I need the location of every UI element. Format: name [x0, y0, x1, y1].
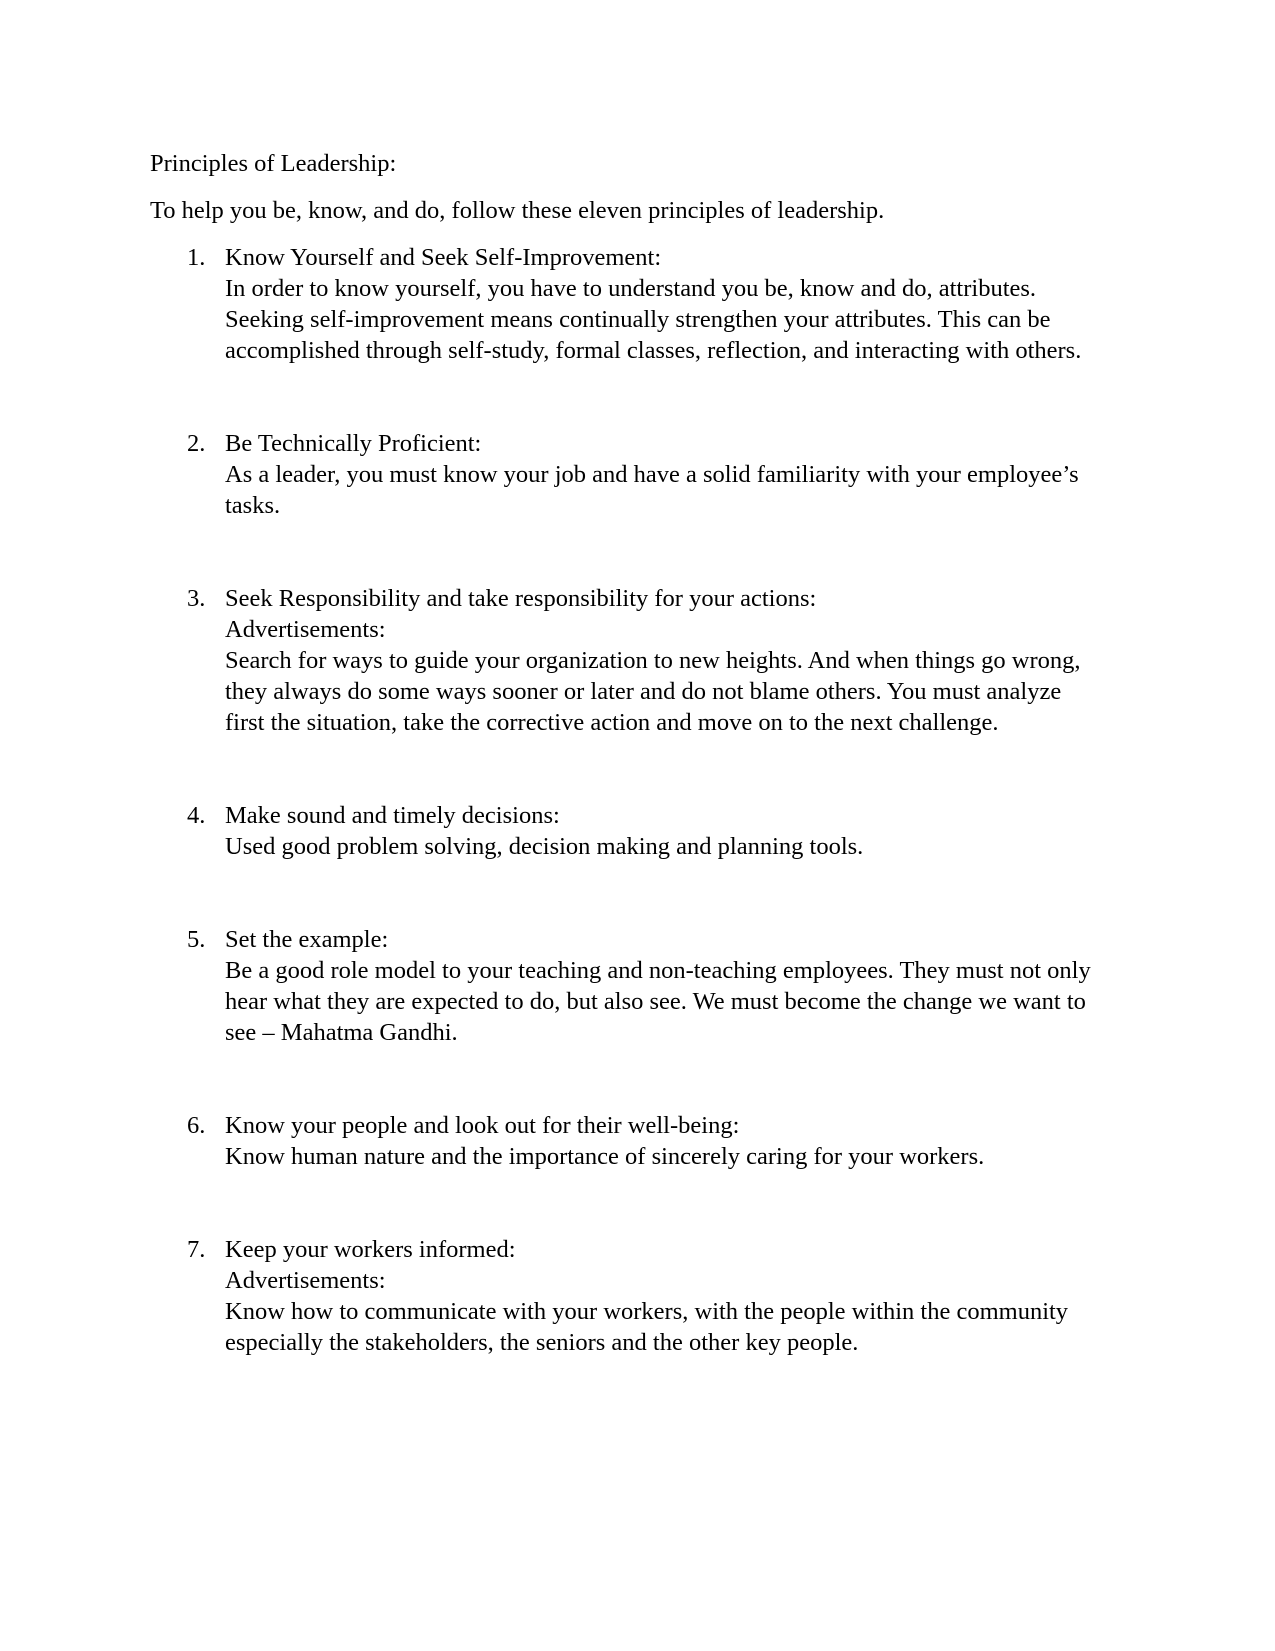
principles-list — [150, 242, 1130, 1358]
principle-heading: Keep your workers informed: — [225, 1236, 516, 1263]
principle-line: hear what they are expected to do, but also see. We must become the change we want to — [225, 988, 1086, 1015]
principle-number: 2. — [187, 430, 206, 457]
principle-item — [150, 1234, 1130, 1358]
principle-heading: Know Yourself and Seek Self-Improvement: — [225, 244, 662, 271]
principle-line: Know human nature and the importance of sincerely caring for your workers. — [225, 1143, 985, 1170]
principle-text — [225, 800, 1130, 862]
principle-heading: Be Technically Proficient: — [225, 430, 482, 457]
principle-line: first the situation, take the corrective action and move on to the next challenge. — [225, 709, 999, 736]
principle-line: especially the stakeholders, the seniors and the other key people. — [225, 1329, 859, 1356]
principle-heading: Make sound and timely decisions: — [225, 802, 560, 829]
principle-line: Be a good role model to your teaching and non-teaching employees. They must not only — [225, 957, 1091, 984]
principle-text — [225, 1110, 1130, 1172]
principle-number: 6. — [187, 1112, 206, 1139]
principle-item — [150, 924, 1130, 1048]
principle-text — [225, 924, 1130, 1048]
principle-line: Know how to communicate with your workers, with the people within the community — [225, 1298, 1069, 1325]
principle-number: 1. — [187, 244, 206, 271]
principle-line: see – Mahatma Gandhi. — [225, 1019, 458, 1046]
principle-heading: Set the example: — [225, 926, 389, 953]
principle-text — [225, 583, 1130, 738]
principle-text — [225, 428, 1130, 521]
principle-item — [150, 428, 1130, 521]
principle-line: they always do some ways sooner or later and do not blame others. You must analyze — [225, 678, 1062, 705]
principle-line: Used good problem solving, decision making and planning tools. — [225, 833, 864, 860]
principle-number: 3. — [187, 585, 206, 612]
principle-text — [225, 1234, 1130, 1358]
principle-line: Seeking self-improvement means continually strengthen your attributes. This can be — [225, 306, 1051, 333]
principle-line: Advertisements: — [225, 616, 386, 643]
principle-line: As a leader, you must know your job and have a solid familiarity with your employee’s — [225, 461, 1079, 488]
principle-number: 4. — [187, 802, 206, 829]
principle-item — [150, 242, 1130, 366]
principle-number: 5. — [187, 926, 206, 953]
principle-line: tasks. — [225, 492, 281, 519]
principle-text — [225, 242, 1130, 366]
principle-item — [150, 1110, 1130, 1172]
principle-line: In order to know yourself, you have to understand you be, know and do, attributes. — [225, 275, 1037, 302]
document-body — [150, 148, 1130, 1358]
principle-item — [150, 800, 1130, 862]
principle-heading: Seek Responsibility and take responsibility for your actions: — [225, 585, 817, 612]
principle-item — [150, 583, 1130, 738]
document-title: Principles of Leadership: — [150, 150, 397, 177]
principle-number: 7. — [187, 1236, 206, 1263]
principle-line: Advertisements: — [225, 1267, 386, 1294]
principle-line: accomplished through self-study, formal classes, reflection, and interacting with others. — [225, 337, 1082, 364]
principle-line: Search for ways to guide your organization to new heights. And when things go wrong, — [225, 647, 1081, 674]
principle-heading: Know your people and look out for their well-being: — [225, 1112, 740, 1139]
document-intro: To help you be, know, and do, follow these eleven principles of leadership. — [150, 197, 885, 224]
